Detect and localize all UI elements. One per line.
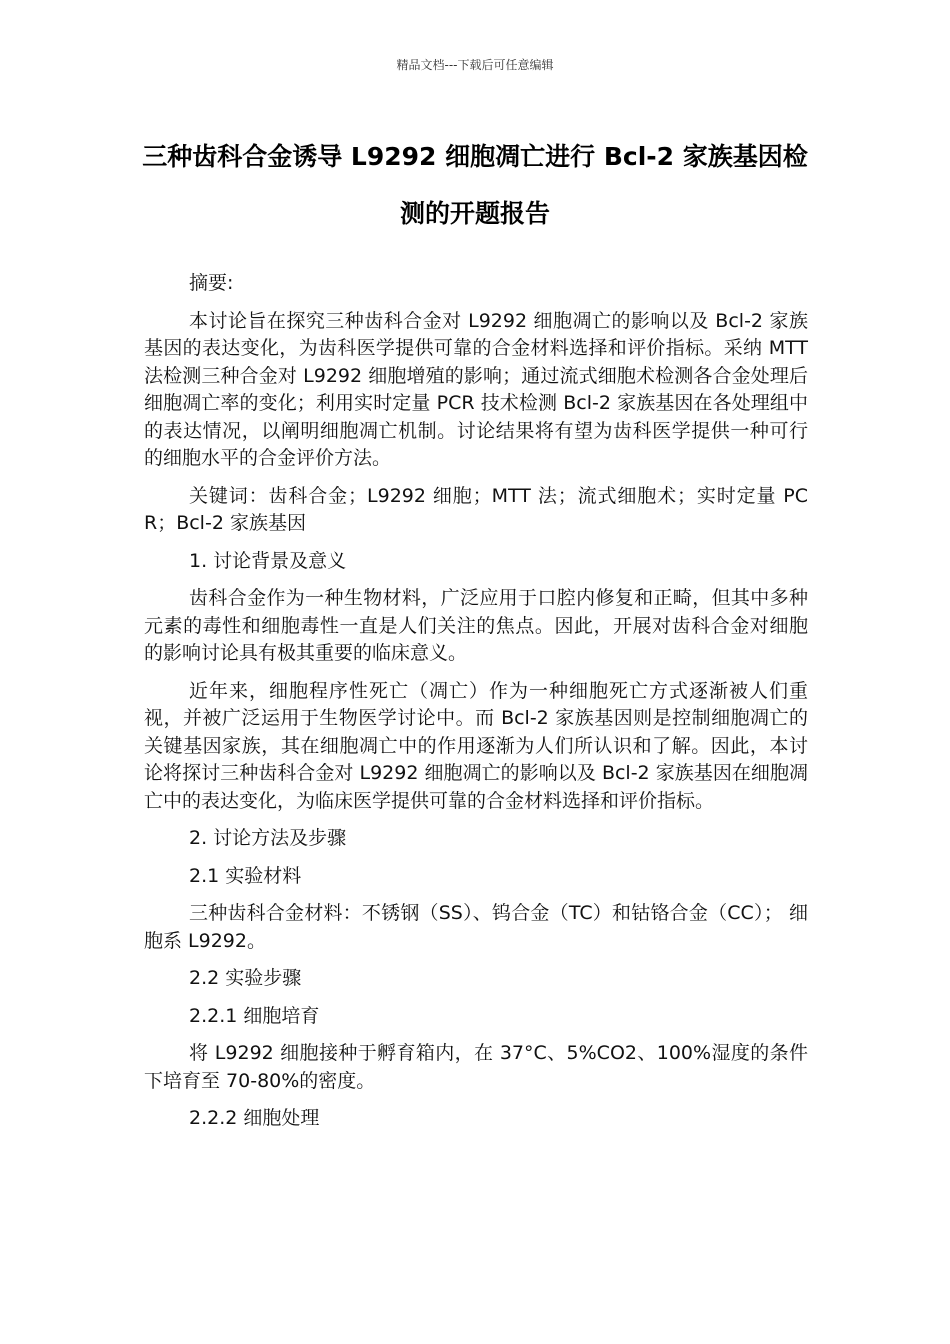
page-header-note: 精品文档---下载后可任意编辑 [396, 58, 554, 72]
document-title: 三种齿科合金诱导 L9292 细胞凋亡进行 Bcl-2 家族基因检测的开题报告 [142, 142, 808, 228]
keywords-paragraph: 关键词：齿科合金；L9292 细胞；MTT 法；流式细胞术；实时定量 PCR；Bcl-2 家族基因 [144, 484, 808, 534]
background-paragraph-1: 齿科合金作为一种生物材料，广泛应用于口腔内修复和正畸，但其中多种元素的毒性和细胞毒性一直是人们关注的焦点。因此，开展对齿科合金对细胞的影响讨论具有极其重要的临床意义。 [144, 587, 808, 664]
subsection-heading-cell-culture: 2.2.1 细胞培育 [189, 1004, 320, 1027]
subsection-heading-steps: 2.2 实验步骤 [189, 967, 302, 989]
document-body [144, 270, 808, 1143]
section-heading-methods: 2. 讨论方法及步骤 [189, 827, 347, 849]
section-heading-background: 1. 讨论背景及意义 [189, 549, 347, 572]
abstract-heading: 摘要: [189, 272, 234, 294]
subsection-heading-materials: 2.1 实验材料 [189, 864, 302, 887]
background-paragraph-2: 近年来，细胞程序性死亡（凋亡）作为一种细胞死亡方式逐渐被人们重视，并被广泛运用于生物医学讨论中。而 Bcl-2 家族基因则是控制细胞凋亡的关键基因家族，其在细胞凋亡中的作用逐渐为人们所认识和了解。因此，本讨论将探讨三种齿科合金对 L9292 细胞凋亡的影响以及 Bcl-2 家族基因在细胞凋亡中的表达变化，为临床医学提供可靠的合金材料选择和评价指标。 [144, 679, 808, 812]
cell-culture-paragraph: 将 L9292 细胞接种于孵育箱内，在 37°C、5%CO2、100%湿度的条件下培育至 70-80%的密度。 [144, 1042, 808, 1092]
abstract-paragraph: 本讨论旨在探究三种齿科合金对 L9292 细胞凋亡的影响以及 Bcl-2 家族基因的表达变化，为齿科医学提供可靠的合金材料选择和评价指标。采纳 MTT 法检测三种合金对 L9292 细胞增殖的影响；通过流式细胞术检测各合金处理后细胞凋亡率的变化；利用实时定量 PCR 技术检测 Bcl-2 家族基因在各处理组中的表达情况，以阐明细胞凋亡机制。讨论结果将有望为齿科医学提供一种可行的细胞水平的合金评价方法。 [144, 309, 808, 469]
subsection-heading-cell-treatment: 2.2.2 细胞处理 [189, 1107, 320, 1129]
materials-paragraph: 三种齿科合金材料：不锈钢（SS）、钨合金（TC）和钴铬合金（CC）； 细胞系 L9292。 [144, 902, 808, 952]
